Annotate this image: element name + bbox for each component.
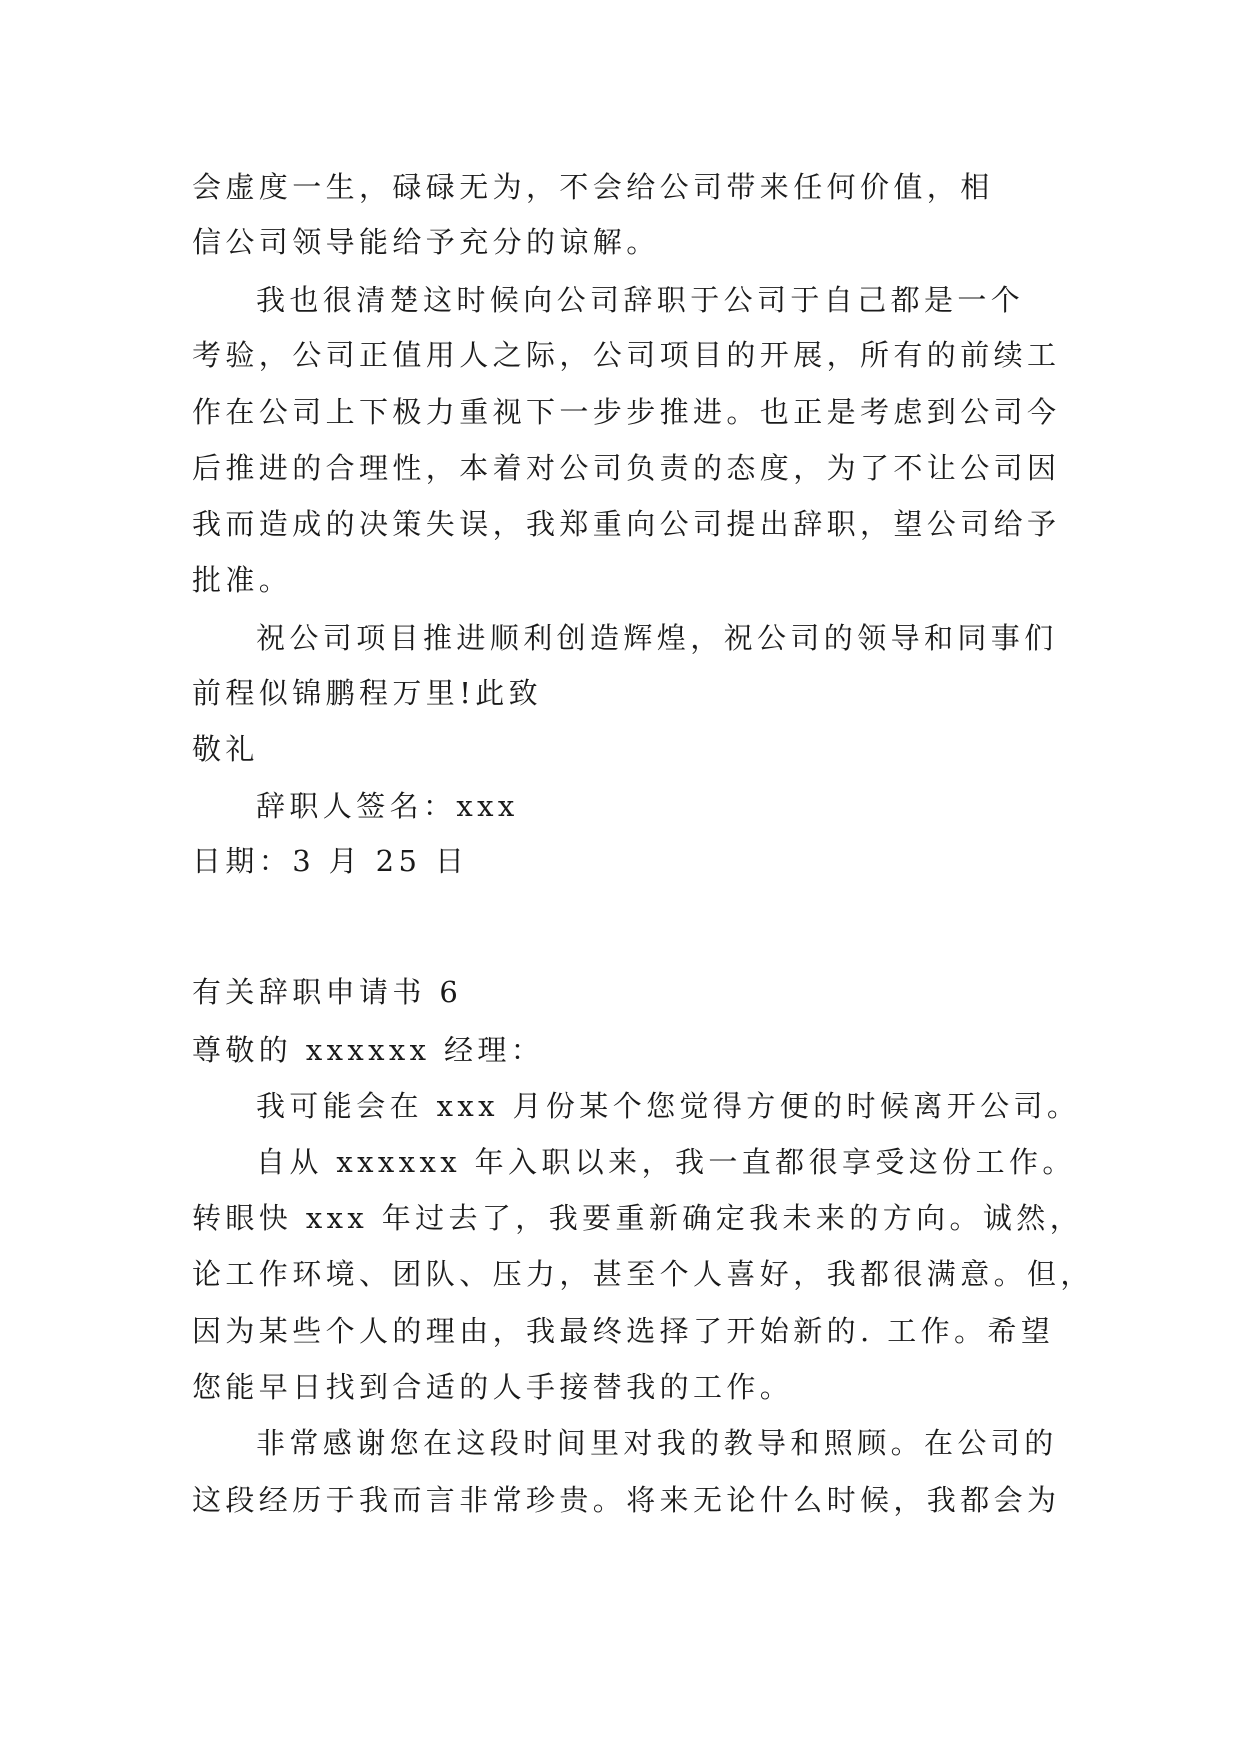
text-line: 我而造成的决策失误，我郑重向公司提出辞职，望公司给予 <box>192 507 1061 541</box>
greeting: 尊敬的 xxxxxx 经理： <box>192 1033 545 1067</box>
paragraph-start: 非常感谢您在这段时间里对我的教导和照顾。在公司的 <box>256 1426 1058 1460</box>
text-line: 考验，公司正值用人之际，公司项目的开展，所有的前续工 <box>192 338 1061 372</box>
text-line: 前程似锦鹏程万里!此致 <box>192 676 543 710</box>
text-line: 信公司领导能给予充分的谅解。 <box>192 225 660 259</box>
text-line: 作在公司上下极力重视下一步步推进。也正是考虑到公司今 <box>192 395 1061 429</box>
text-line: 因为某些个人的理由，我最终选择了开始新的. 工作。希望 <box>192 1314 1055 1348</box>
text-line: 后推进的合理性，本着对公司负责的态度，为了不让公司因 <box>192 451 1061 485</box>
paragraph-start: 祝公司项目推进顺利创造辉煌，祝公司的领导和同事们 <box>256 621 1058 655</box>
text-line: 转眼快 xxx 年过去了，我要重新确定我未来的方向。诚然， <box>192 1201 1084 1235</box>
text-line: 您能早日找到合适的人手接替我的工作。 <box>192 1370 794 1404</box>
signature-line: 辞职人签名：xxx <box>256 789 519 823</box>
closing-salutation: 敬礼 <box>192 732 259 766</box>
paragraph-start: 我可能会在 xxx 月份某个您觉得方便的时候离开公司。 <box>256 1089 1081 1123</box>
text-line: 论工作环境、团队、压力，甚至个人喜好，我都很满意。但， <box>192 1257 1094 1291</box>
paragraph-start: 我也很清楚这时候向公司辞职于公司于自己都是一个 <box>256 283 1025 317</box>
paragraph-start: 自从 xxxxxx 年入职以来，我一直都很享受这份工作。 <box>256 1145 1076 1179</box>
section-title: 有关辞职申请书 6 <box>192 975 463 1009</box>
text-line: 这段经历于我而言非常珍贵。将来无论什么时候，我都会为 <box>192 1483 1061 1517</box>
date-line: 日期：3 月 25 日 <box>192 844 469 878</box>
text-line: 批准。 <box>192 563 293 597</box>
text-line: 会虚度一生，碌碌无为，不会给公司带来任何价值，相 <box>192 170 994 204</box>
